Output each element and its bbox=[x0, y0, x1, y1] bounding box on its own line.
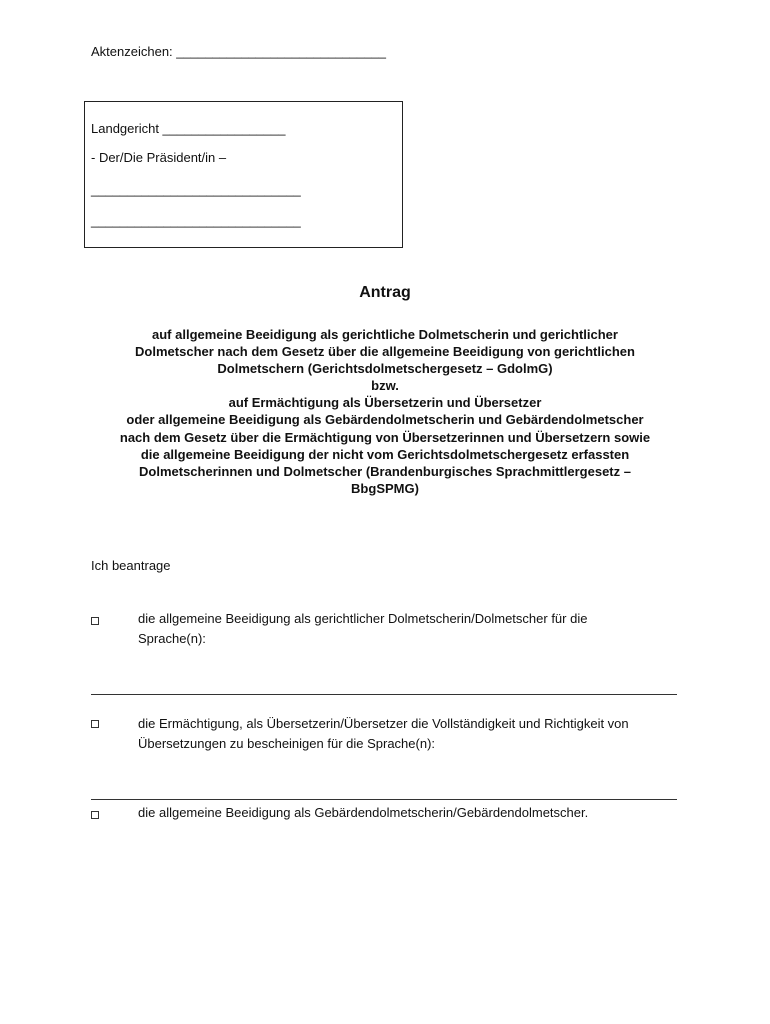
address-blank-line-2: _____________________________ bbox=[91, 213, 301, 228]
option-line: Sprache(n): bbox=[138, 631, 206, 646]
heading-line: BbgSPMG) bbox=[351, 480, 419, 496]
application-heading bbox=[80, 326, 690, 497]
heading-line: oder allgemeine Beeidigung als Gebärdendolmetscherin und Gebärdendolmetscher bbox=[126, 412, 644, 428]
option-line: die Ermächtigung, als Übersetzerin/Übersetzer die Vollständigkeit und Richtigkeit von bbox=[138, 716, 629, 731]
heading-line: auf Ermächtigung als Übersetzerin und Übersetzer bbox=[228, 395, 542, 411]
option-line: die allgemeine Beeidigung als gerichtlicher Dolmetscherin/Dolmetscher für die bbox=[138, 611, 588, 626]
landgericht-line: Landgericht _________________ bbox=[91, 121, 286, 136]
language-entry-line-2[interactable] bbox=[91, 799, 677, 800]
option-3-text bbox=[138, 803, 588, 823]
option-2-checkbox[interactable] bbox=[91, 720, 99, 728]
option-1-checkbox[interactable] bbox=[91, 617, 99, 625]
heading-line: Dolmetschern (Gerichtsdolmetschergesetz – GdolmG) bbox=[217, 361, 553, 377]
heading-line: Dolmetscherinnen und Dolmetscher (Brandenburgisches Sprachmittlergesetz – bbox=[139, 463, 631, 479]
option-line: die allgemeine Beeidigung als Gebärdendolmetscherin/Gebärdendolmetscher. bbox=[138, 805, 589, 820]
heading-line: die allgemeine Beeidigung der nicht vom Gerichtsdolmetschergesetz erfassten bbox=[140, 446, 630, 462]
option-1-text bbox=[138, 609, 587, 649]
option-2-text bbox=[138, 714, 629, 754]
heading-line: Dolmetscher nach dem Gesetz über die allgemeine Beeidigung von gerichtlichen bbox=[135, 344, 635, 360]
document-title: Antrag bbox=[359, 284, 411, 301]
heading-line: bzw. bbox=[371, 378, 399, 394]
heading-line: auf allgemeine Beeidigung als gerichtliche Dolmetscherin und gerichtlicher bbox=[152, 327, 618, 342]
president-line: - Der/Die Präsident/in – bbox=[91, 150, 227, 165]
heading-line: nach dem Gesetz über die Ermächtigung von Übersetzerinnen und Übersetzern sowie bbox=[119, 429, 651, 445]
option-3-checkbox[interactable] bbox=[91, 811, 99, 819]
address-blank-line-1: _____________________________ bbox=[91, 182, 301, 197]
option-line: Übersetzungen zu bescheinigen für die Sprache(n): bbox=[138, 736, 436, 751]
language-entry-line-1[interactable] bbox=[91, 694, 677, 695]
intro-text: Ich beantrage bbox=[91, 558, 171, 573]
aktenzeichen-field: Aktenzeichen: _____________________________ bbox=[91, 44, 386, 59]
